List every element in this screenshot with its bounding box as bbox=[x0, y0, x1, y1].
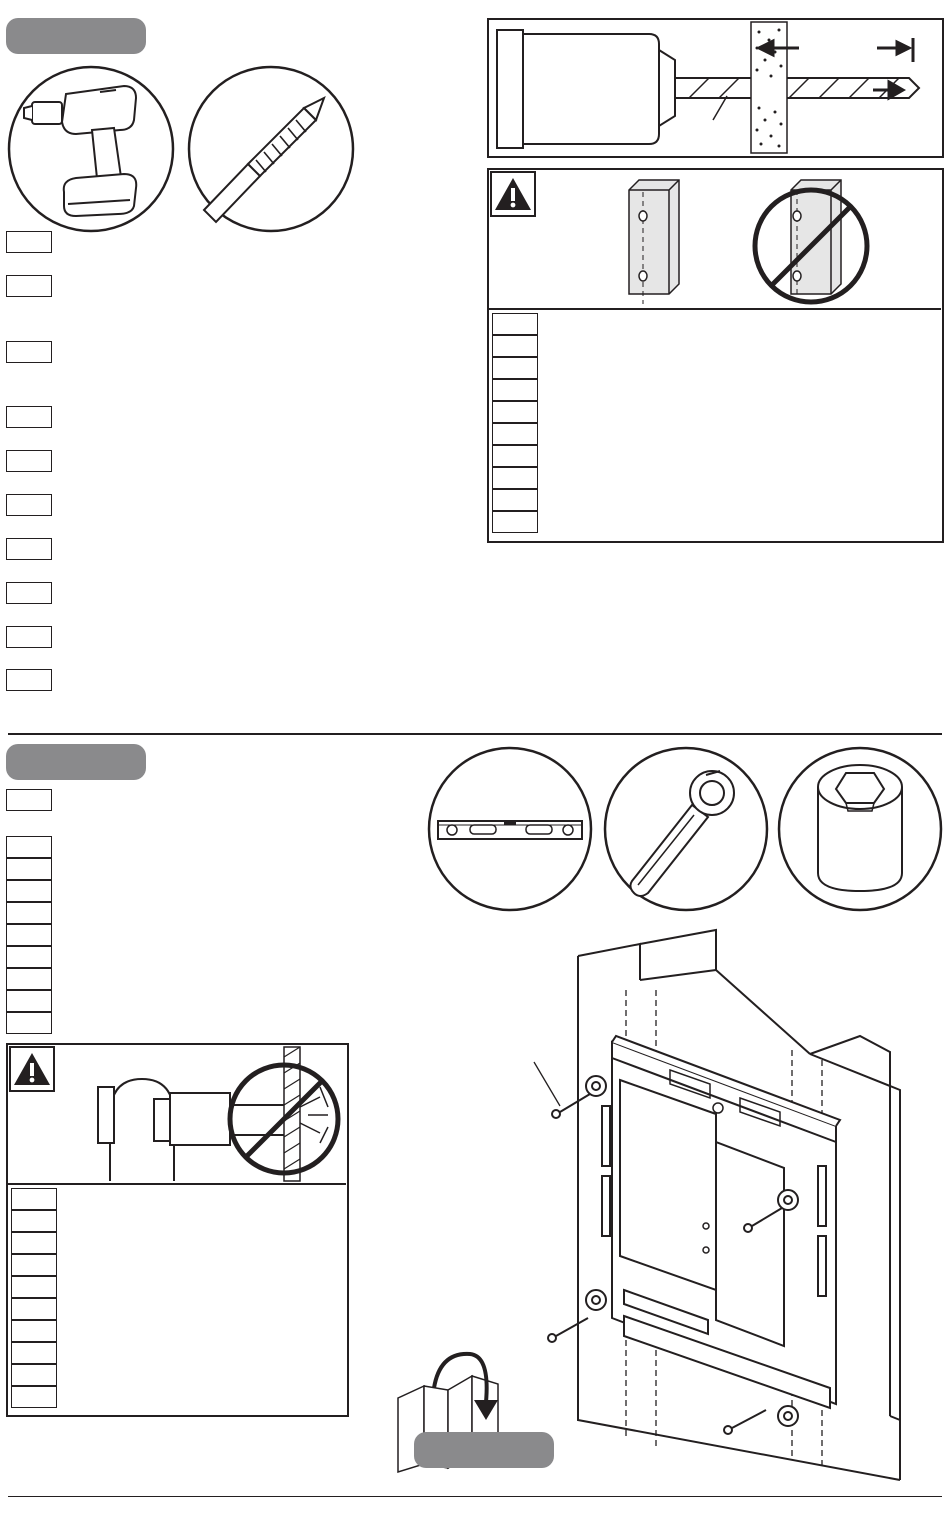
cordless-drill-icon bbox=[6, 64, 176, 234]
section-divider bbox=[8, 733, 942, 735]
language-code-box bbox=[11, 1254, 57, 1276]
language-code-box bbox=[6, 275, 52, 297]
language-code-box bbox=[6, 494, 52, 516]
language-code-box bbox=[11, 1298, 57, 1320]
language-code-box bbox=[11, 1276, 57, 1298]
stud-warning-panel bbox=[487, 168, 944, 543]
drill-bit-icon bbox=[186, 64, 356, 234]
language-code-box bbox=[6, 968, 52, 990]
stud-centered-holes-icon bbox=[627, 178, 687, 306]
level-icon bbox=[426, 745, 594, 913]
warning-triangle-icon bbox=[491, 172, 535, 216]
language-code-box bbox=[11, 1342, 57, 1364]
language-code-box bbox=[11, 1320, 57, 1342]
next-page-badge bbox=[414, 1432, 554, 1468]
language-code-box bbox=[492, 423, 538, 445]
language-code-box bbox=[6, 836, 52, 858]
language-code-column bbox=[492, 313, 540, 533]
language-code-box bbox=[6, 231, 52, 253]
language-code-box bbox=[6, 902, 52, 924]
language-code-box bbox=[11, 1210, 57, 1232]
language-code-box bbox=[6, 341, 52, 363]
language-code-box bbox=[492, 467, 538, 489]
language-code-box bbox=[6, 946, 52, 968]
warning-example-area bbox=[489, 170, 941, 310]
language-code-box bbox=[492, 489, 538, 511]
language-code-box bbox=[11, 1364, 57, 1386]
hex-socket-icon bbox=[776, 745, 944, 913]
language-code-box bbox=[492, 401, 538, 423]
language-code-box bbox=[492, 445, 538, 467]
language-code-box bbox=[6, 538, 52, 560]
language-code-box bbox=[11, 1232, 57, 1254]
language-code-box bbox=[6, 789, 52, 811]
drill-into-wood-stud-icon bbox=[489, 20, 941, 155]
language-code-box bbox=[492, 511, 538, 533]
drilling-diagram bbox=[487, 18, 944, 158]
language-code-box bbox=[492, 379, 538, 401]
warning-triangle-icon bbox=[10, 1047, 54, 1091]
ratchet-wrench-icon bbox=[602, 745, 770, 913]
language-code-box bbox=[6, 406, 52, 428]
language-code-box bbox=[492, 313, 538, 335]
language-code-box bbox=[6, 582, 52, 604]
language-code-box bbox=[492, 357, 538, 379]
step-badge-2 bbox=[6, 744, 146, 780]
wall-plate-on-studs-icon bbox=[520, 930, 910, 1490]
language-code-box bbox=[6, 880, 52, 902]
language-code-box bbox=[6, 858, 52, 880]
language-code-box bbox=[11, 1386, 57, 1408]
language-code-column bbox=[11, 1188, 59, 1408]
language-code-box bbox=[6, 450, 52, 472]
language-code-box bbox=[6, 990, 52, 1012]
language-code-box bbox=[11, 1188, 57, 1210]
overtightening-lag-bolt-prohibited-icon bbox=[88, 1047, 346, 1181]
overtighten-warning-panel bbox=[6, 1043, 349, 1417]
language-code-box bbox=[6, 669, 52, 691]
language-code-box bbox=[6, 1012, 52, 1034]
language-code-box bbox=[492, 335, 538, 357]
stud-off-center-holes-prohibited-icon bbox=[751, 176, 873, 304]
language-code-box bbox=[6, 924, 52, 946]
footer-divider bbox=[8, 1496, 942, 1497]
step-badge-1 bbox=[6, 18, 146, 54]
language-code-box bbox=[6, 626, 52, 648]
